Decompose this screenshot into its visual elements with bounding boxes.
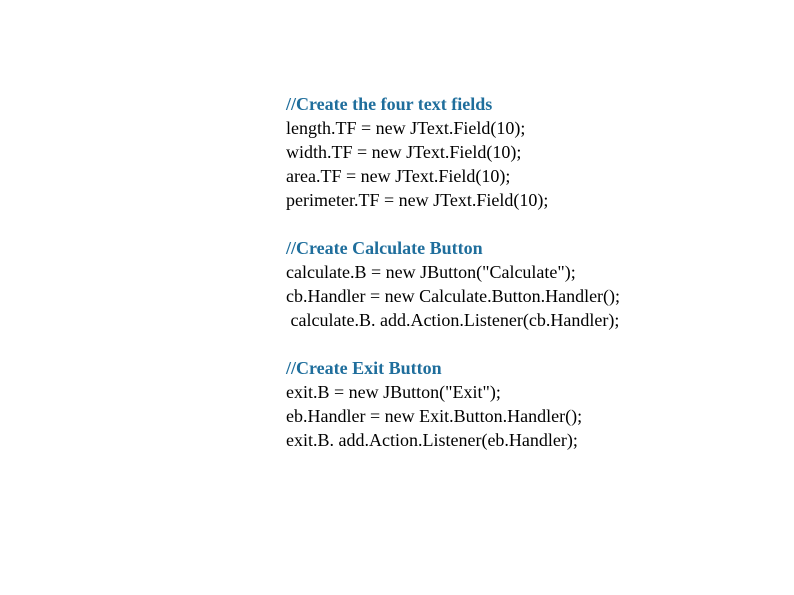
comment-line: //Create Exit Button	[286, 358, 442, 378]
code-line: length.TF = new JText.Field(10);	[286, 118, 526, 138]
code-line: eb.Handler = new Exit.Button.Handler();	[286, 406, 583, 426]
code-line: calculate.B. add.Action.Listener(cb.Handler);	[286, 310, 620, 330]
calculate-button-group	[286, 236, 766, 332]
code-block	[286, 92, 766, 476]
code-line: width.TF = new JText.Field(10);	[286, 142, 522, 162]
exit-button-group	[286, 356, 766, 452]
comment-line: //Create Calculate Button	[286, 238, 483, 258]
comment-line: //Create the four text fields	[286, 94, 493, 114]
code-line: perimeter.TF = new JText.Field(10);	[286, 190, 549, 210]
code-line: cb.Handler = new Calculate.Button.Handler();	[286, 286, 621, 306]
code-line: exit.B. add.Action.Listener(eb.Handler);	[286, 430, 578, 450]
code-line: area.TF = new JText.Field(10);	[286, 166, 511, 186]
code-line: calculate.B = new JButton("Calculate");	[286, 262, 576, 282]
text-fields-group	[286, 92, 766, 212]
code-line: exit.B = new JButton("Exit");	[286, 382, 501, 402]
